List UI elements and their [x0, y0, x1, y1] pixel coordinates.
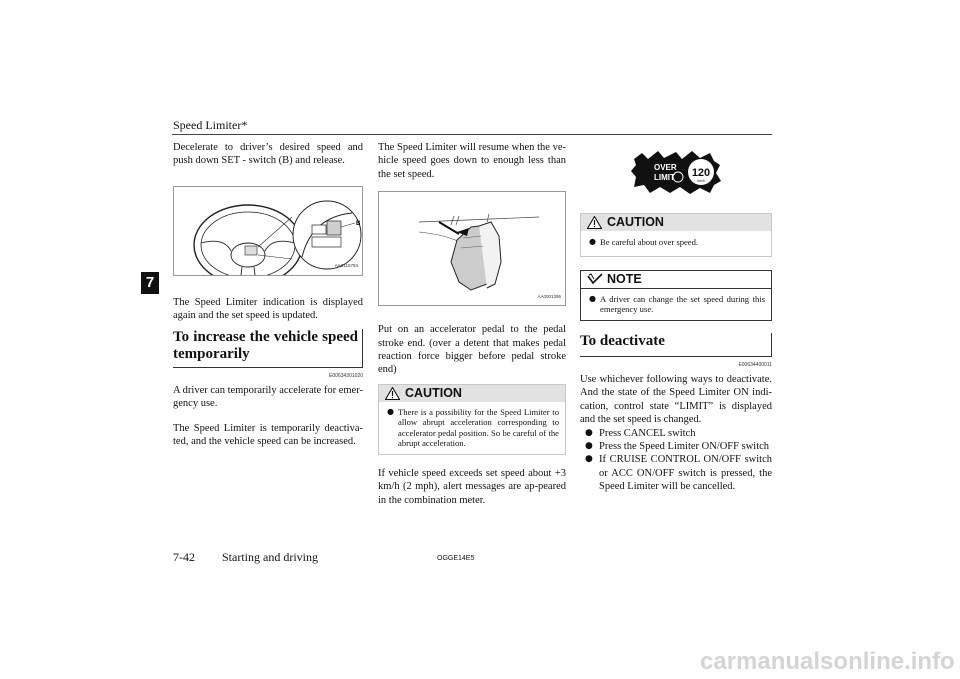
note-body	[581, 289, 771, 320]
caution-title: CAUTION	[405, 385, 462, 400]
heading-code: E00634400011	[738, 361, 772, 368]
caution-header	[379, 385, 565, 402]
caution-text: Be careful about over speed.	[600, 237, 699, 247]
list-item	[580, 453, 772, 493]
caution-body	[379, 402, 565, 454]
pedal-figure	[378, 191, 566, 306]
heading-code: E00634301020	[329, 372, 363, 379]
deactivate-list	[580, 427, 772, 494]
paragraph-emergency: A driver can temporarily accelerate for emer-gency use.	[173, 385, 363, 410]
paragraph-deactivate: Use whichever following ways to deactivate. And the state of the Speed Limiter ON indi-cation, control state “LIMIT” is displayed and the set speed is changed.	[580, 373, 772, 426]
paragraph-deactivated: The Speed Limiter is temporarily deactiva-ted, and the vehicle speed can be increased.	[173, 422, 363, 448]
caution-box-overspeed	[580, 213, 772, 257]
paragraph-exceeds: If vehicle speed exceeds set speed about +3 km/h (2 mph), alert messages are ap-peared in the combination meter.	[378, 467, 566, 506]
over-limit-display	[630, 149, 722, 195]
column-1	[173, 141, 363, 449]
watermark: carmanualsonline.info	[700, 648, 955, 675]
display-unit: km/h	[697, 179, 705, 183]
footer-page-number: 7-42	[173, 550, 195, 564]
figure-id: AA0001395	[537, 293, 561, 299]
caution-body	[581, 231, 771, 256]
note-text: A driver can change the set speed during this emergency use.	[600, 293, 765, 314]
figure-id: AA0115784	[334, 263, 358, 269]
list-item	[580, 427, 772, 440]
column-2	[378, 141, 566, 507]
list-item-text: Press CANCEL switch	[599, 427, 696, 439]
display-speed: 120	[691, 167, 711, 179]
steering-wheel-illustration	[174, 187, 362, 275]
bullet-icon: ●	[589, 293, 596, 303]
paragraph-decelerate: Decelerate to driver’s desired speed and push down SET - switch (B) and release.	[173, 142, 363, 167]
svg-text:B: B	[356, 220, 361, 227]
display-line1: OVER	[654, 163, 677, 172]
steering-wheel-figure	[173, 186, 363, 276]
header-rule	[172, 134, 772, 135]
list-item	[580, 440, 772, 453]
caution-box-acceleration	[378, 384, 566, 455]
page-header-title: Speed Limiter*	[173, 118, 248, 132]
caution-text: There is a possibility for the Speed Limiter to allow abrupt acceleration corresponding to accelerator pedal position. So be careful of the abrupt acceleration.	[398, 406, 559, 449]
list-item-text: Press the Speed Limiter ON/OFF switch	[599, 440, 770, 452]
caution-header	[581, 214, 771, 231]
bullet-icon: ●	[387, 406, 394, 416]
paragraph-indication: The Speed Limiter indication is displayed again and the set speed is updated.	[173, 296, 363, 322]
bullet-icon: ●	[585, 454, 593, 465]
note-box	[580, 270, 772, 321]
footer-code: OGGE14E5	[437, 555, 475, 562]
heading-increase-speed: To increase the vehicle speed temporarily	[173, 329, 363, 368]
caution-title: CAUTION	[607, 215, 664, 229]
list-item-text: If CRUISE CONTROL ON/OFF switch or ACC ON/OFF switch is pressed, the Speed Limiter will be cancelled.	[599, 454, 772, 493]
paragraph-resume: The Speed Limiter will resume when the ve-hicle speed goes down to enough less than the set speed.	[378, 142, 566, 180]
warning-triangle-icon	[587, 216, 602, 229]
bullet-icon: ●	[585, 440, 593, 451]
display-line2: LIMIT	[654, 173, 675, 182]
warning-triangle-icon	[385, 387, 400, 400]
paragraph-pedal: Put on an accelerator pedal to the pedal stroke end. (over a detent that makes pedal reaction force bigger before pedal stroke end)	[378, 324, 566, 376]
bullet-icon: ●	[585, 427, 593, 438]
column-3	[580, 141, 772, 494]
over-limit-burst-icon	[630, 149, 722, 195]
heading-deactivate: To deactivate	[580, 333, 772, 357]
note-header	[581, 271, 771, 289]
accelerator-pedal-illustration	[379, 192, 565, 305]
chapter-tab: 7	[141, 272, 159, 294]
bullet-icon: ●	[589, 237, 596, 246]
note-title: NOTE	[607, 271, 642, 286]
footer-section: Starting and driving	[222, 550, 318, 564]
pencil-note-icon	[587, 273, 603, 286]
